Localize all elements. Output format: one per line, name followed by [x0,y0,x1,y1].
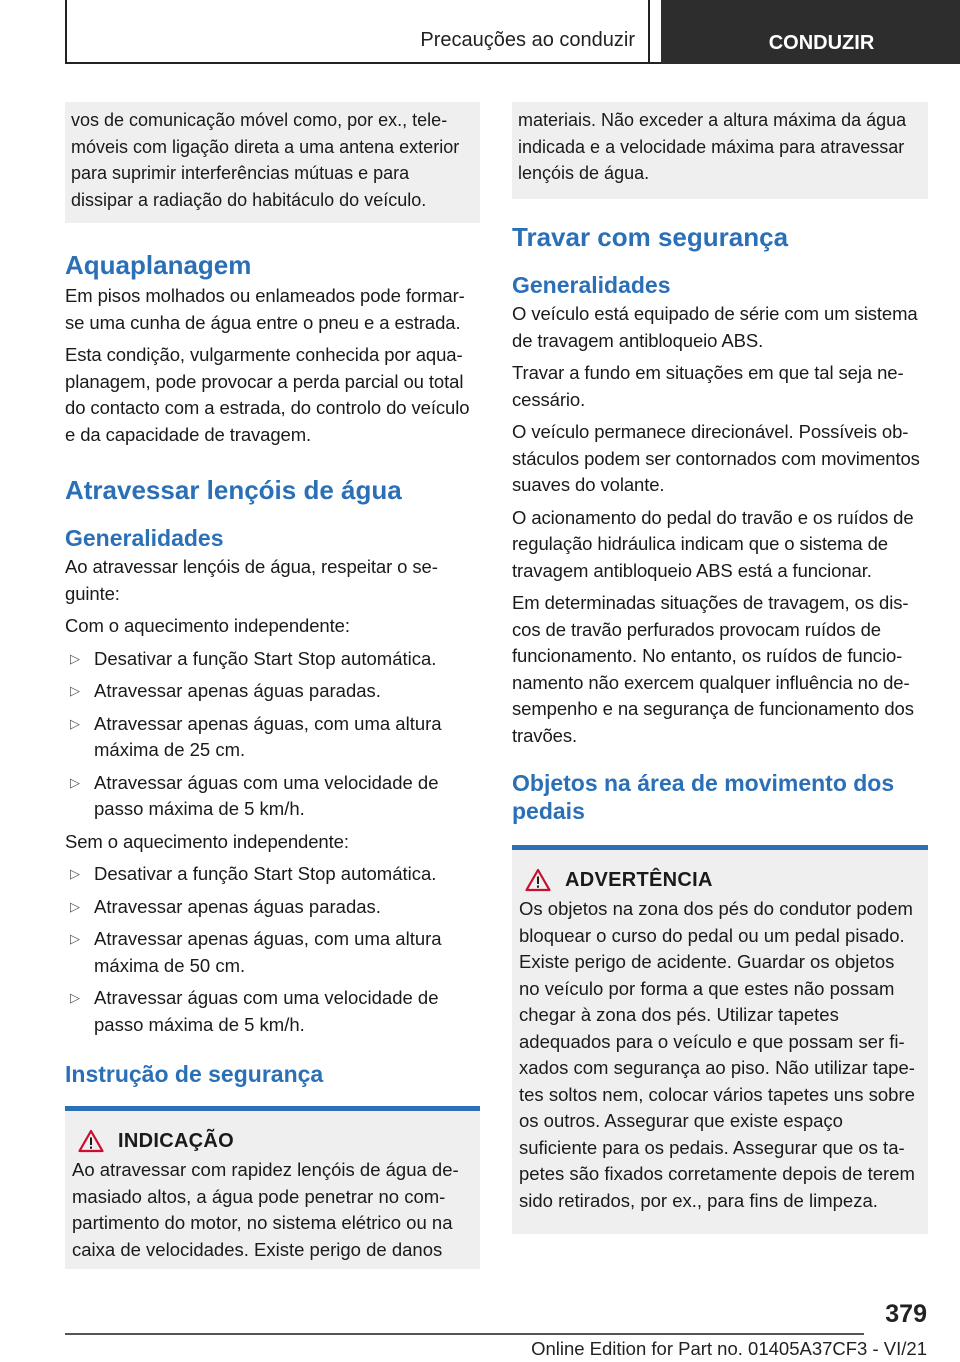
paragraph: O acionamento do pedal do travão e os ruídos de regulação hidráulica indicam que o sistema de travagem antibloqueio ABS está a funcionar. [512,506,914,581]
triangle-bullet-icon: ▷ [70,683,80,698]
notice-header [78,1129,472,1153]
header-left-rule [65,0,67,64]
paragraph: Travar a fundo em situações em que tal seja necessário. [512,362,904,410]
paragraph: Em pisos molhados ou enlameados pode formar-se uma cunha de água entre o pneu e a estrada. [65,285,465,333]
warning-box [512,845,928,1234]
bullet-list-with-heater [65,646,480,823]
continued-text: vos de comunicação móvel como, por ex., telemóveis com ligação direta a uma antena exterior para suprimir interferências mútuas e para dissipar a radiação do habitáculo do veículo. [71,110,460,210]
paragraph: Em determinadas situações de travagem, os discos de travão perfurados provocam ruídos de funcionamento. No entanto, os ruídos de funcionamento não exercem qualquer influência no desempenho e na segurança de funcionamento dos travões. [512,592,914,746]
notice-box [65,1106,480,1269]
list-item: ▷ Atravessar apenas águas paradas. [65,678,480,705]
subheading-objetos: Objetos na área de movimento dos pedais [512,770,895,824]
list-item: ▷ Atravessar apenas águas paradas. [65,894,480,921]
warning-title: ADVERTÊNCIA [565,868,713,891]
warning-body: Os objetos na zona dos pés do condutor podem bloquear o curso do pedal ou um pedal pisado. Existe perigo de acidente. Guardar os objetos no veículo por forma a que estes não possam chegar à zona dos pés. Utilizar tapetes adequados para o veículo e que possam ser fixados com segurança ao piso. Não utilizar tapetes soltos nem, colocar vários tapetes uns sobre os outros. Assegurar que existe espaço suficiente para os pedais. Assegurar que os tapetes são fixados corretamente depois de terem sido retirados, por ex., para fins de limpeza. [519,898,915,1211]
edition-note: Online Edition for Part no. 01405A37CF3 - VI/21 [531,1338,927,1359]
paragraph: O veículo está equipado de série com um sistema de travagem antibloqueio ABS. [512,303,918,351]
triangle-bullet-icon: ▷ [70,774,80,790]
triangle-bullet-icon: ▷ [70,931,80,946]
triangle-bullet-icon: ▷ [70,990,80,1005]
footer-rule [65,1333,864,1335]
notice-title: INDICAÇÃO [118,1129,235,1152]
right-column [512,102,928,1234]
warning-header [525,868,920,892]
subheading-generalidades: Generalidades [512,272,671,298]
list-item: ▷ Atravessar águas com uma velocidade de passo máxima de 5 km/h. [70,771,439,819]
paragraph: O veículo permanece direcionável. Possíveis obstáculos podem ser contornados com movimentos suaves do volante. [512,421,920,495]
triangle-bullet-icon: ▷ [70,715,80,731]
triangle-bullet-icon: ▷ [70,650,80,666]
page-number: 379 [885,1300,927,1328]
paragraph: Com o aquecimento independente: [65,615,350,636]
subheading-instrucao: Instrução de segurança [65,1061,324,1087]
triangle-bullet-icon: ▷ [70,898,80,914]
warning-triangle-icon [78,1129,104,1153]
paragraph: Esta condição, vulgarmente conhecida por aquaplanagem, pode provocar a perda parcial ou total do contacto com a estrada, do controlo do veículo e da capacidade de travagem. [65,344,470,445]
list-item: ▷ Atravessar águas com uma velocidade de passo máxima de 5 km/h. [70,987,439,1035]
section-title: Precauções ao conduzir [420,29,635,51]
list-item: ▷ Desativar a função Start Stop automática. [65,861,480,888]
paragraph: Ao atravessar lençóis de água, respeitar o seguinte: [65,556,438,604]
warning-triangle-icon [525,868,551,892]
list-item: ▷ Desativar a função Start Stop automática. [65,646,480,673]
continued-text: materiais. Não exceder a altura máxima da água indicada e a velocidade máxima para atravessar lençóis de água. [518,110,907,183]
paragraph: Sem o aquecimento independente: [65,830,349,852]
left-column [65,102,480,1269]
continued-text-box [512,102,928,199]
notice-body: Ao atravessar com rapidez lençóis de água demasiado altos, a água pode penetrar no compartimento do motor, no sistema elétrico ou na caixa de velocidades. Existe perigo de danos [72,1159,459,1260]
bullet-list-without-heater [65,861,480,1038]
list-item: ▷ Atravessar apenas águas, com uma altura máxima de 25 cm. [70,712,442,760]
header-divider [648,0,650,64]
list-item: ▷ Atravessar apenas águas, com uma altura máxima de 50 cm. [70,928,442,976]
subheading-generalidades: Generalidades [65,525,224,551]
heading-aquaplanagem: Aquaplanagem [65,250,252,280]
triangle-bullet-icon: ▷ [70,866,80,881]
heading-atravessar: Atravessar lençóis de água [65,475,402,505]
heading-travar: Travar com segurança [512,222,789,252]
continued-text-box [65,102,480,223]
chapter-tab: CONDUZIR [661,0,960,64]
